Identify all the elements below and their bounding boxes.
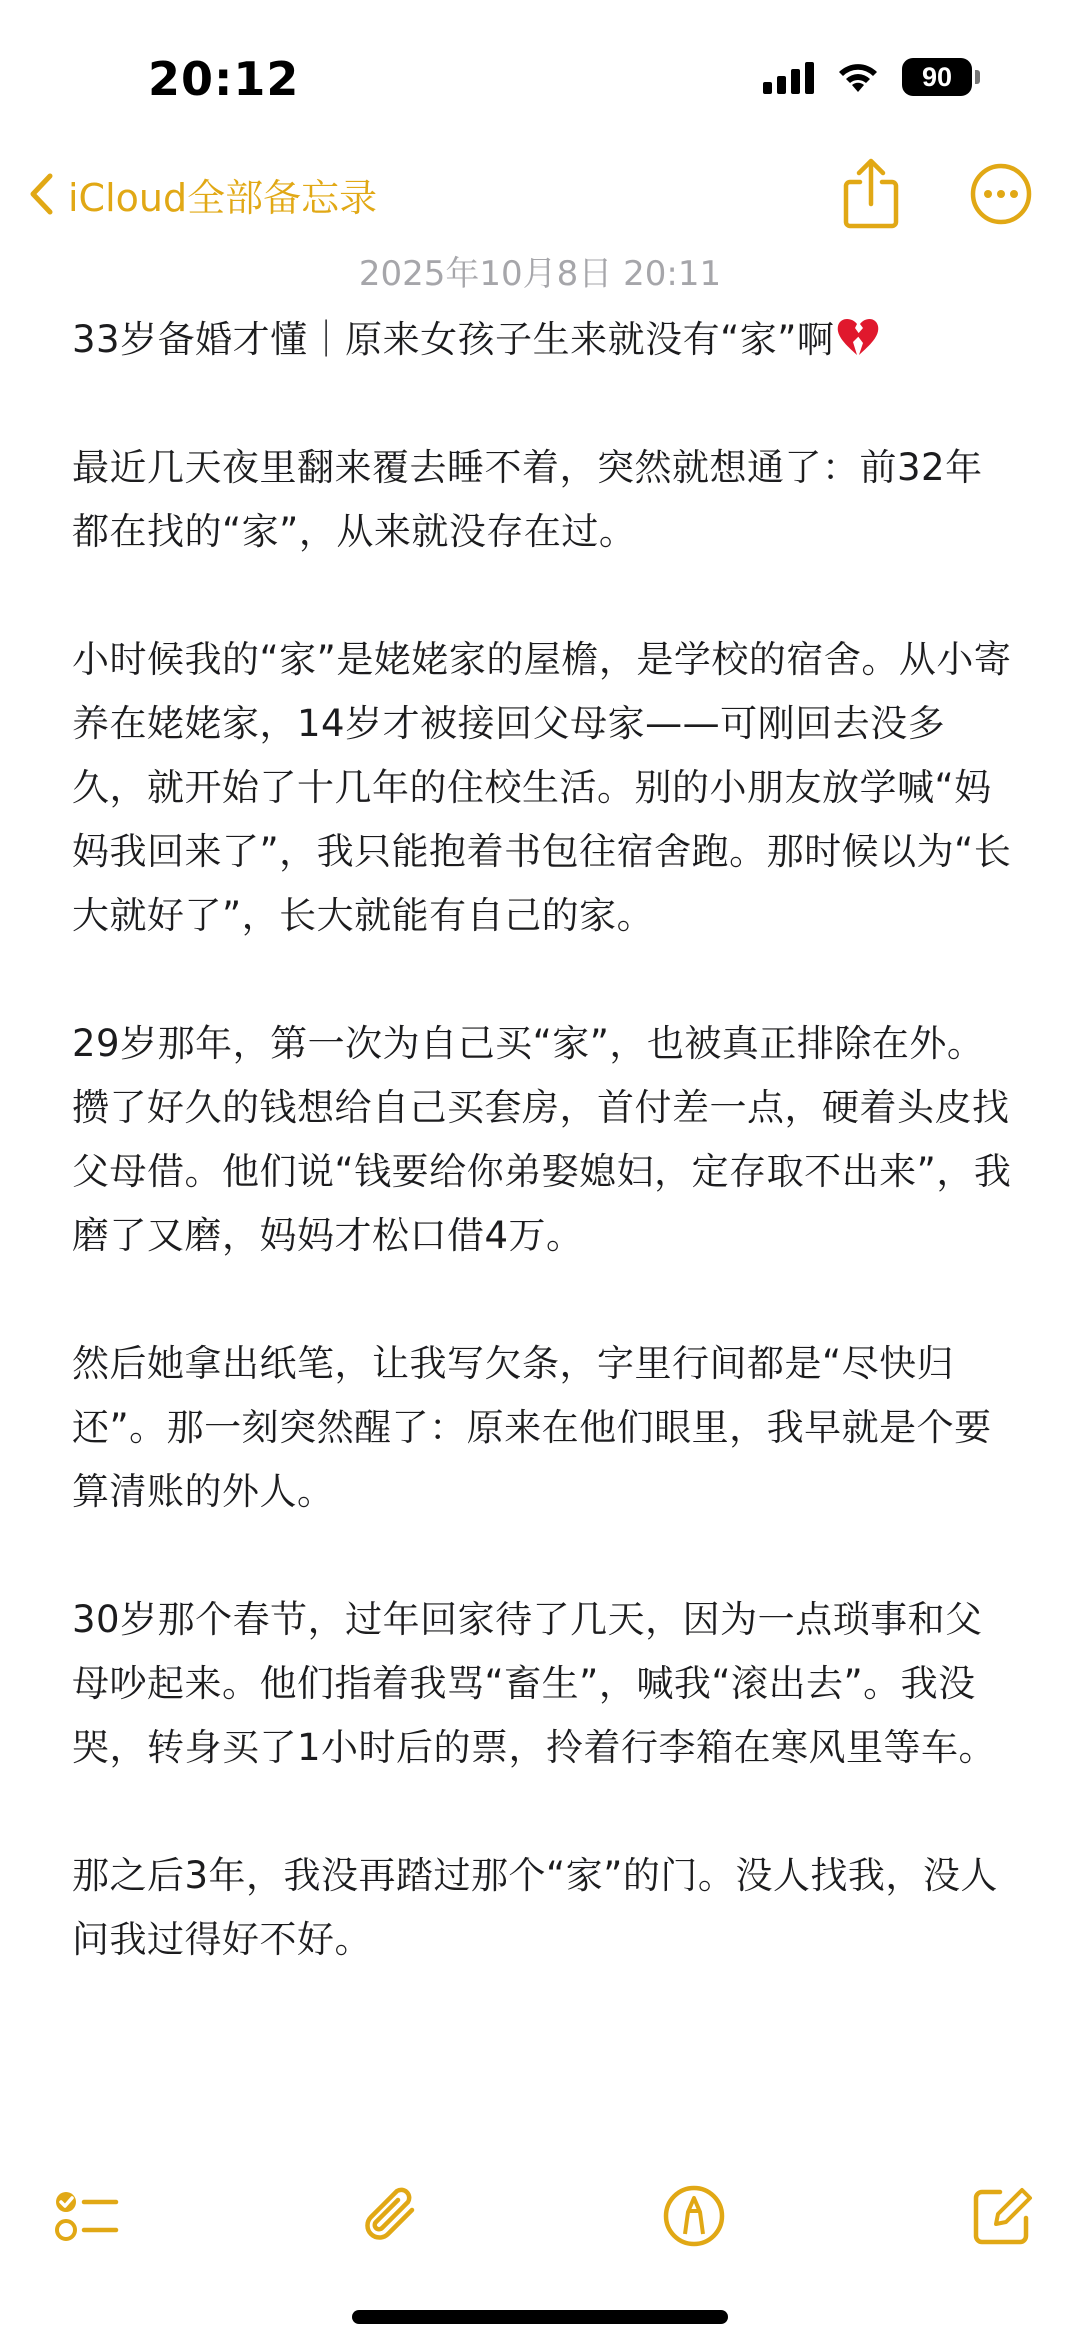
share-icon	[836, 156, 906, 232]
ellipsis-circle-icon	[969, 162, 1033, 226]
back-label: iCloud全部备忘录	[68, 175, 378, 220]
note-title-text: 33岁备婚才懂｜原来女孩子生来就没有“家”啊	[72, 318, 835, 361]
compose-button[interactable]	[966, 2180, 1038, 2252]
checklist-icon	[50, 2180, 122, 2252]
markup-pen-icon	[658, 2180, 730, 2252]
note-paragraph: 然后她拿出纸笔，让我写欠条，字里行间都是“尽快归还”。那一刻突然醒了：原来在他们眼里，我早就是个要算清账的外人。	[72, 1342, 992, 1513]
more-options-button[interactable]	[969, 162, 1033, 226]
attachment-button[interactable]	[356, 2180, 428, 2252]
chevron-left-icon	[28, 172, 54, 216]
battery-icon	[902, 58, 980, 96]
note-paragraph: 30岁那个春节，过年回家待了几天，因为一点琐事和父母吵起来。他们指着我骂“畜生”，喊我“滚出去”。我没哭，转身买了1小时后的票，拎着行李箱在寒风里等车。	[72, 1598, 997, 1769]
note-paragraph: 29岁那年，第一次为自己买“家”，也被真正排除在外。攒了好久的钱想给自己买套房，首付差一点，硬着头皮找父母借。他们说“钱要给你弟娶媳妇，定存取不出来”，我磨了又磨，妈妈才松口借4万。	[72, 1022, 1012, 1257]
paperclip-icon	[356, 2180, 428, 2252]
bottom-toolbar	[0, 2170, 1080, 2270]
battery-level: 90	[902, 58, 972, 96]
nav-bar	[0, 150, 1080, 238]
note-body[interactable]	[72, 308, 1012, 2036]
checklist-button[interactable]	[50, 2180, 122, 2252]
share-button[interactable]	[836, 156, 906, 232]
status-time: 20:12	[148, 52, 300, 106]
status-bar	[0, 0, 1080, 150]
note-paragraph: 那之后3年，我没再踏过那个“家”的门。没人找我，没人问我过得好不好。	[72, 1854, 998, 1961]
status-indicators	[763, 58, 980, 96]
back-button[interactable]	[28, 160, 377, 228]
note-paragraph: 小时候我的“家”是姥姥家的屋檐，是学校的宿舍。从小寄养在姥姥家，14岁才被接回父母家——可刚回去没多久，就开始了十几年的住校生活。别的小朋友放学喊“妈妈我回来了”，我只能抱着书包往宿舍跑。那时候以为“长大就好了”，长大就能有自己的家。	[72, 638, 1012, 937]
note-title	[72, 308, 1012, 372]
markup-button[interactable]	[658, 2180, 730, 2252]
wifi-icon	[836, 60, 880, 94]
note-date: 2025年10月8日 20:11	[358, 254, 722, 294]
compose-icon	[966, 2180, 1038, 2252]
broken-heart-icon	[836, 316, 880, 358]
cellular-signal-icon	[763, 60, 814, 94]
home-indicator[interactable]	[352, 2310, 728, 2324]
note-paragraph: 最近几天夜里翻来覆去睡不着，突然就想通了：前32年都在找的“家”，从来就没存在过。	[72, 446, 983, 553]
